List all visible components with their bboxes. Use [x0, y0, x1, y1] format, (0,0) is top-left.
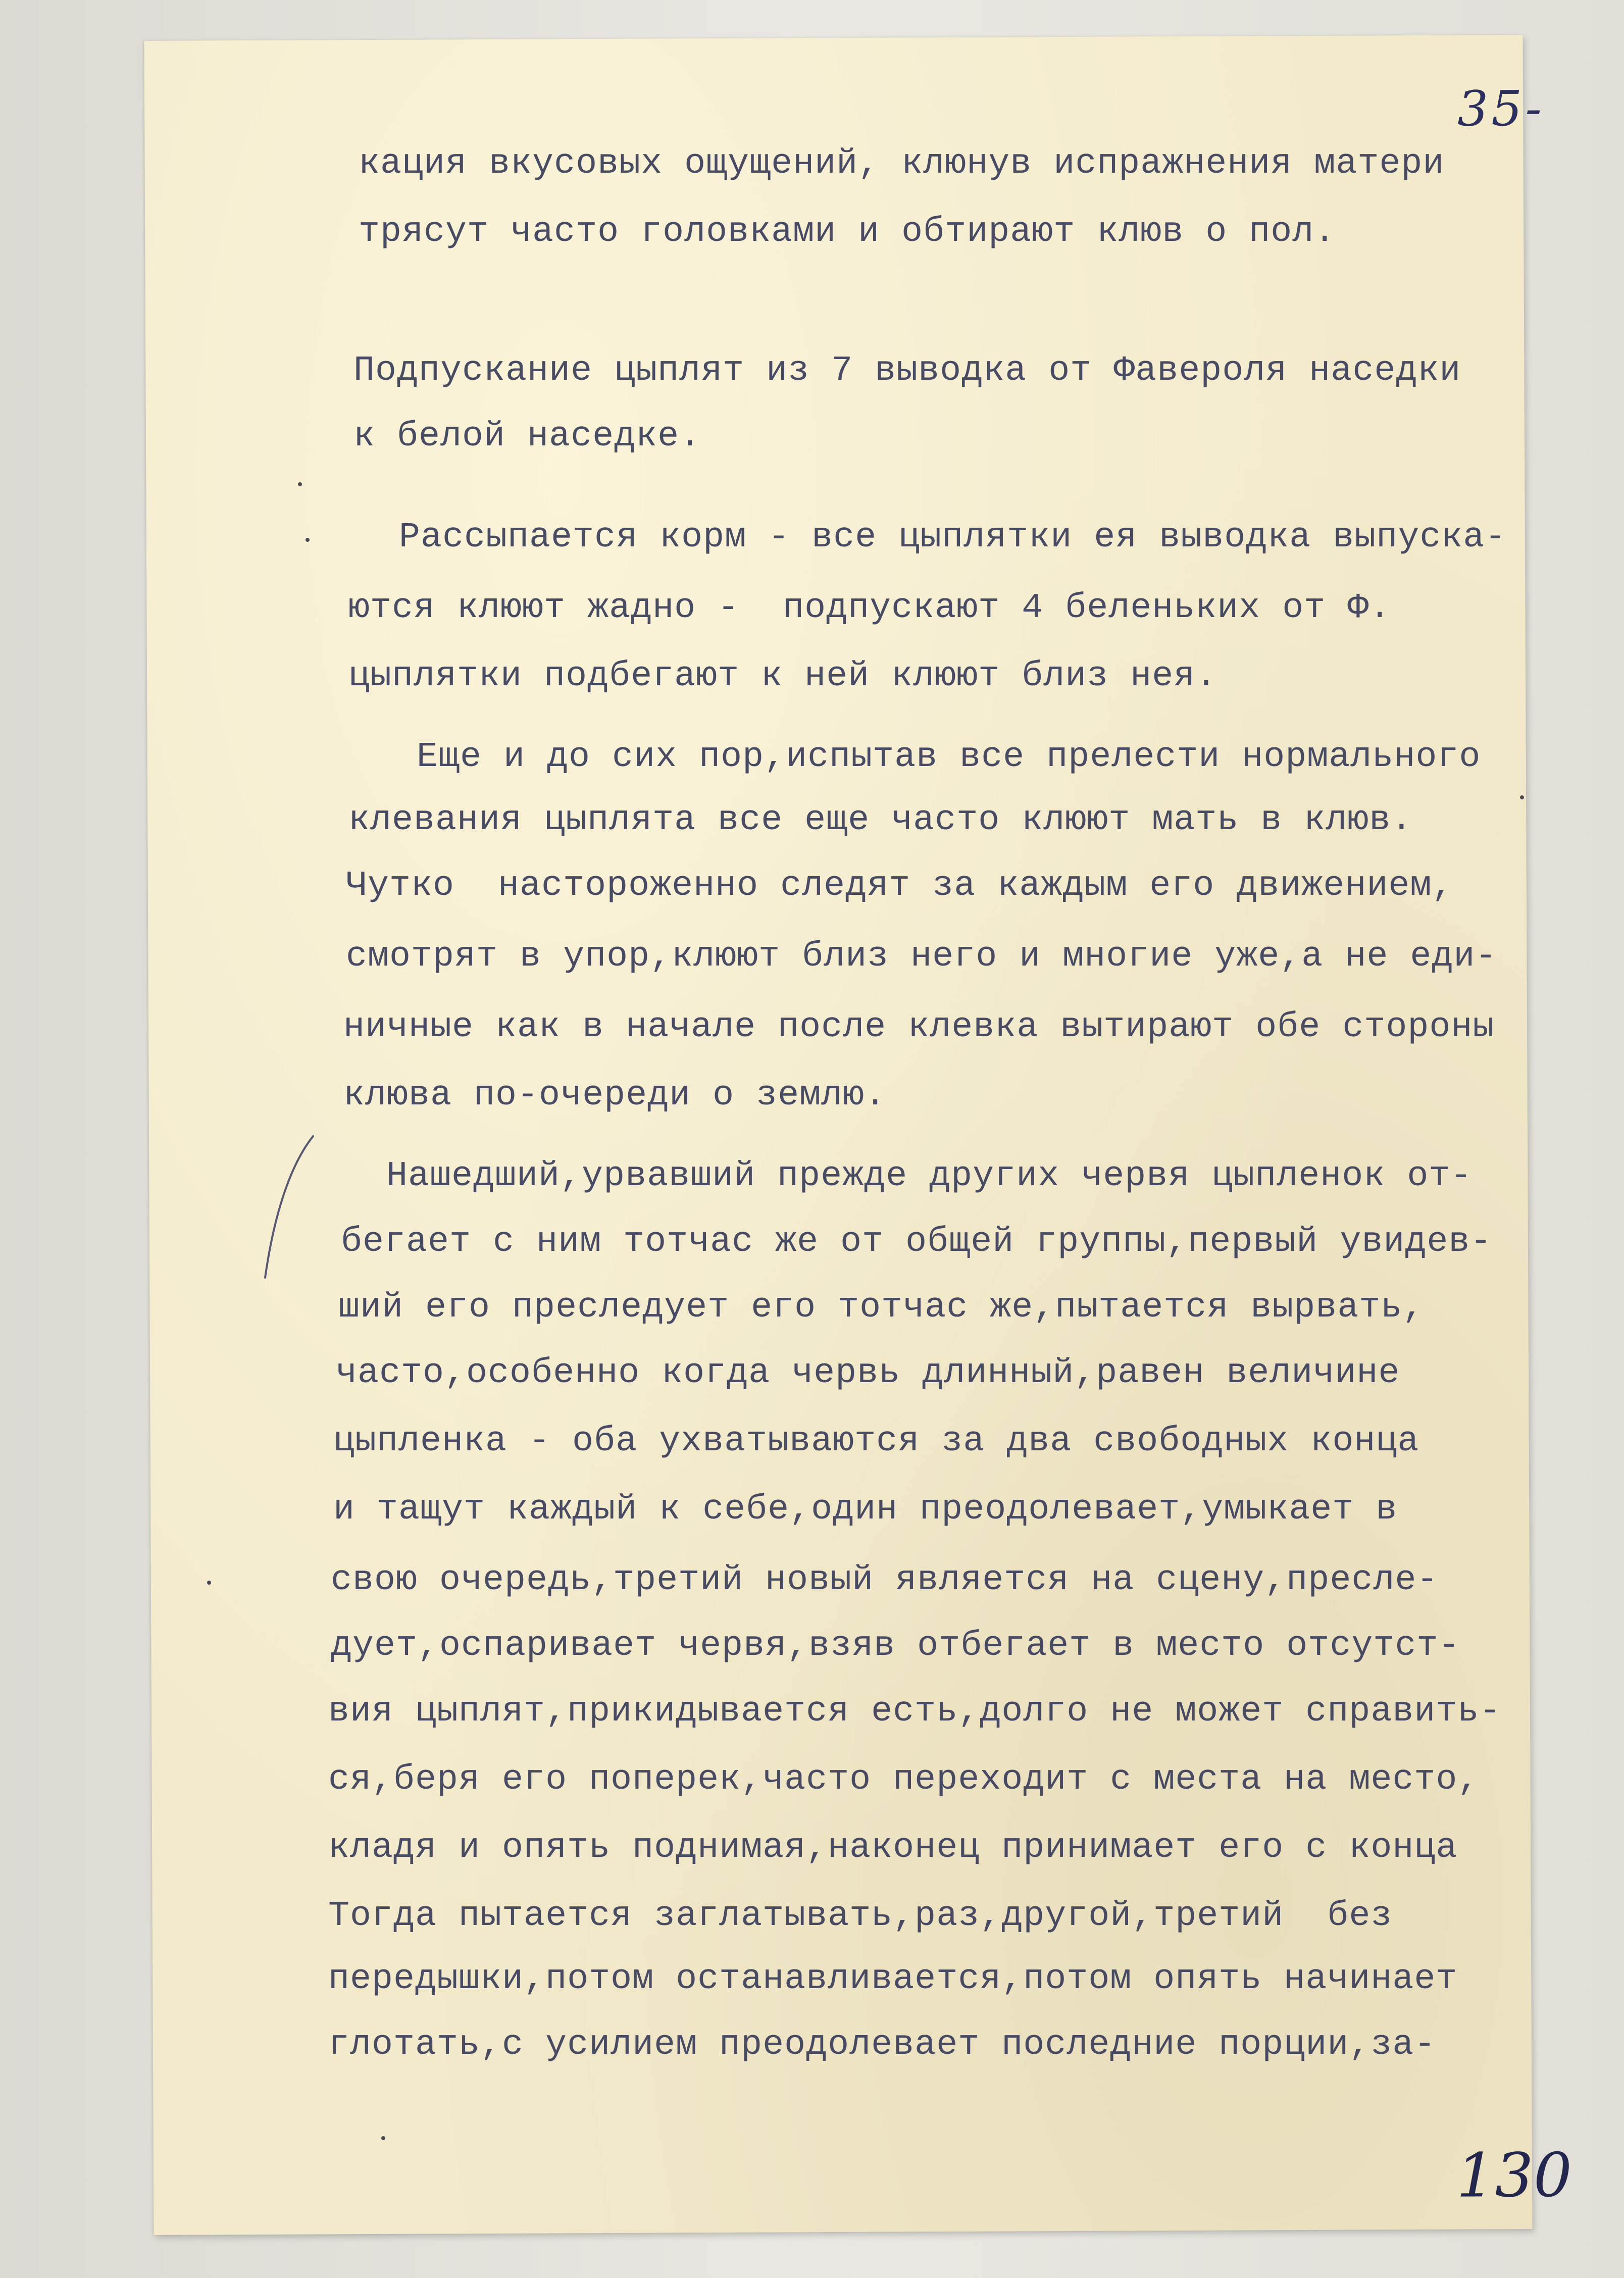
- text-line: Нашедший,урвавший прежде других червя цыпленок от-: [386, 1156, 1473, 1196]
- text-line: Подпускание цыплят из 7 выводка от Фавероля наседки: [353, 351, 1461, 391]
- text-line: цыплятки подбегают к ней клюют близ нея.: [348, 656, 1217, 696]
- text-line: ший его преследует его тотчас же,пытается вырвать,: [338, 1288, 1425, 1328]
- text-line: дует,оспаривает червя,взяв отбегает в место отсутст-: [331, 1626, 1460, 1666]
- text-line: ничные как в начале после клевка вытирают обе стороны: [343, 1007, 1495, 1047]
- text-line: свою очередь,третий новый является на сцену,пресле-: [331, 1560, 1439, 1600]
- text-line: клевания цыплята все еще часто клюют мать в клюв.: [348, 800, 1413, 840]
- margin-pencil-mark: [258, 1131, 318, 1283]
- text-line: глотать,с усилием преодолевает последние порции,за-: [328, 2025, 1436, 2065]
- text-line: кладя и опять поднимая,наконец принимает его с конца: [328, 1828, 1458, 1868]
- text-line: часто,особенно когда червь длинный,равен величине: [336, 1353, 1400, 1393]
- archive-number: 130: [1456, 2140, 1572, 2211]
- text-line: клюва по-очереди о землю.: [343, 1076, 887, 1116]
- text-line: вия цыплят,прикидывается есть,долго не может справить-: [328, 1692, 1501, 1732]
- ink-speck: [306, 538, 310, 542]
- folio-number: 35-: [1457, 80, 1545, 137]
- text-line: Чутко настороженно следят за каждым его движением,: [346, 866, 1454, 906]
- ink-speck: [207, 1581, 211, 1585]
- text-line: трясут часто головками и обтирают клюв о пол.: [359, 212, 1336, 252]
- text-line: цыпленка - оба ухватываются за два свободных конца: [333, 1422, 1419, 1461]
- text-line: Еще и до сих пор,испытав все прелести нормального: [417, 737, 1481, 777]
- text-line: и тащут каждый к себе,один преодолевает,умыкает в: [333, 1490, 1398, 1530]
- text-line: бегает с ним тотчас же от общей группы,первый увидев-: [341, 1222, 1492, 1262]
- ink-speck: [1520, 795, 1524, 799]
- ink-speck: [298, 482, 302, 486]
- text-line: к белой наседке.: [353, 417, 701, 457]
- ink-speck: [381, 2136, 385, 2140]
- text-line: кация вкусовых ощущений, клюнув испражнения матери: [359, 144, 1445, 184]
- text-line: Тогда пытается заглатывать,раз,другой,третий без: [328, 1896, 1393, 1936]
- text-line: смотрят в упор,клюют близ него и многие уже,а не еди-: [346, 937, 1497, 977]
- text-line: ются клюют жадно - подпускают 4 беленьких от Ф.: [348, 588, 1391, 628]
- text-line: Рассыпается корм - все цыплятки ея выводка выпуска-: [399, 518, 1507, 558]
- text-line: передышки,потом останавливается,потом опять начинает: [328, 1959, 1458, 1999]
- text-line: ся,беря его поперек,часто переходит с места на место,: [328, 1760, 1480, 1800]
